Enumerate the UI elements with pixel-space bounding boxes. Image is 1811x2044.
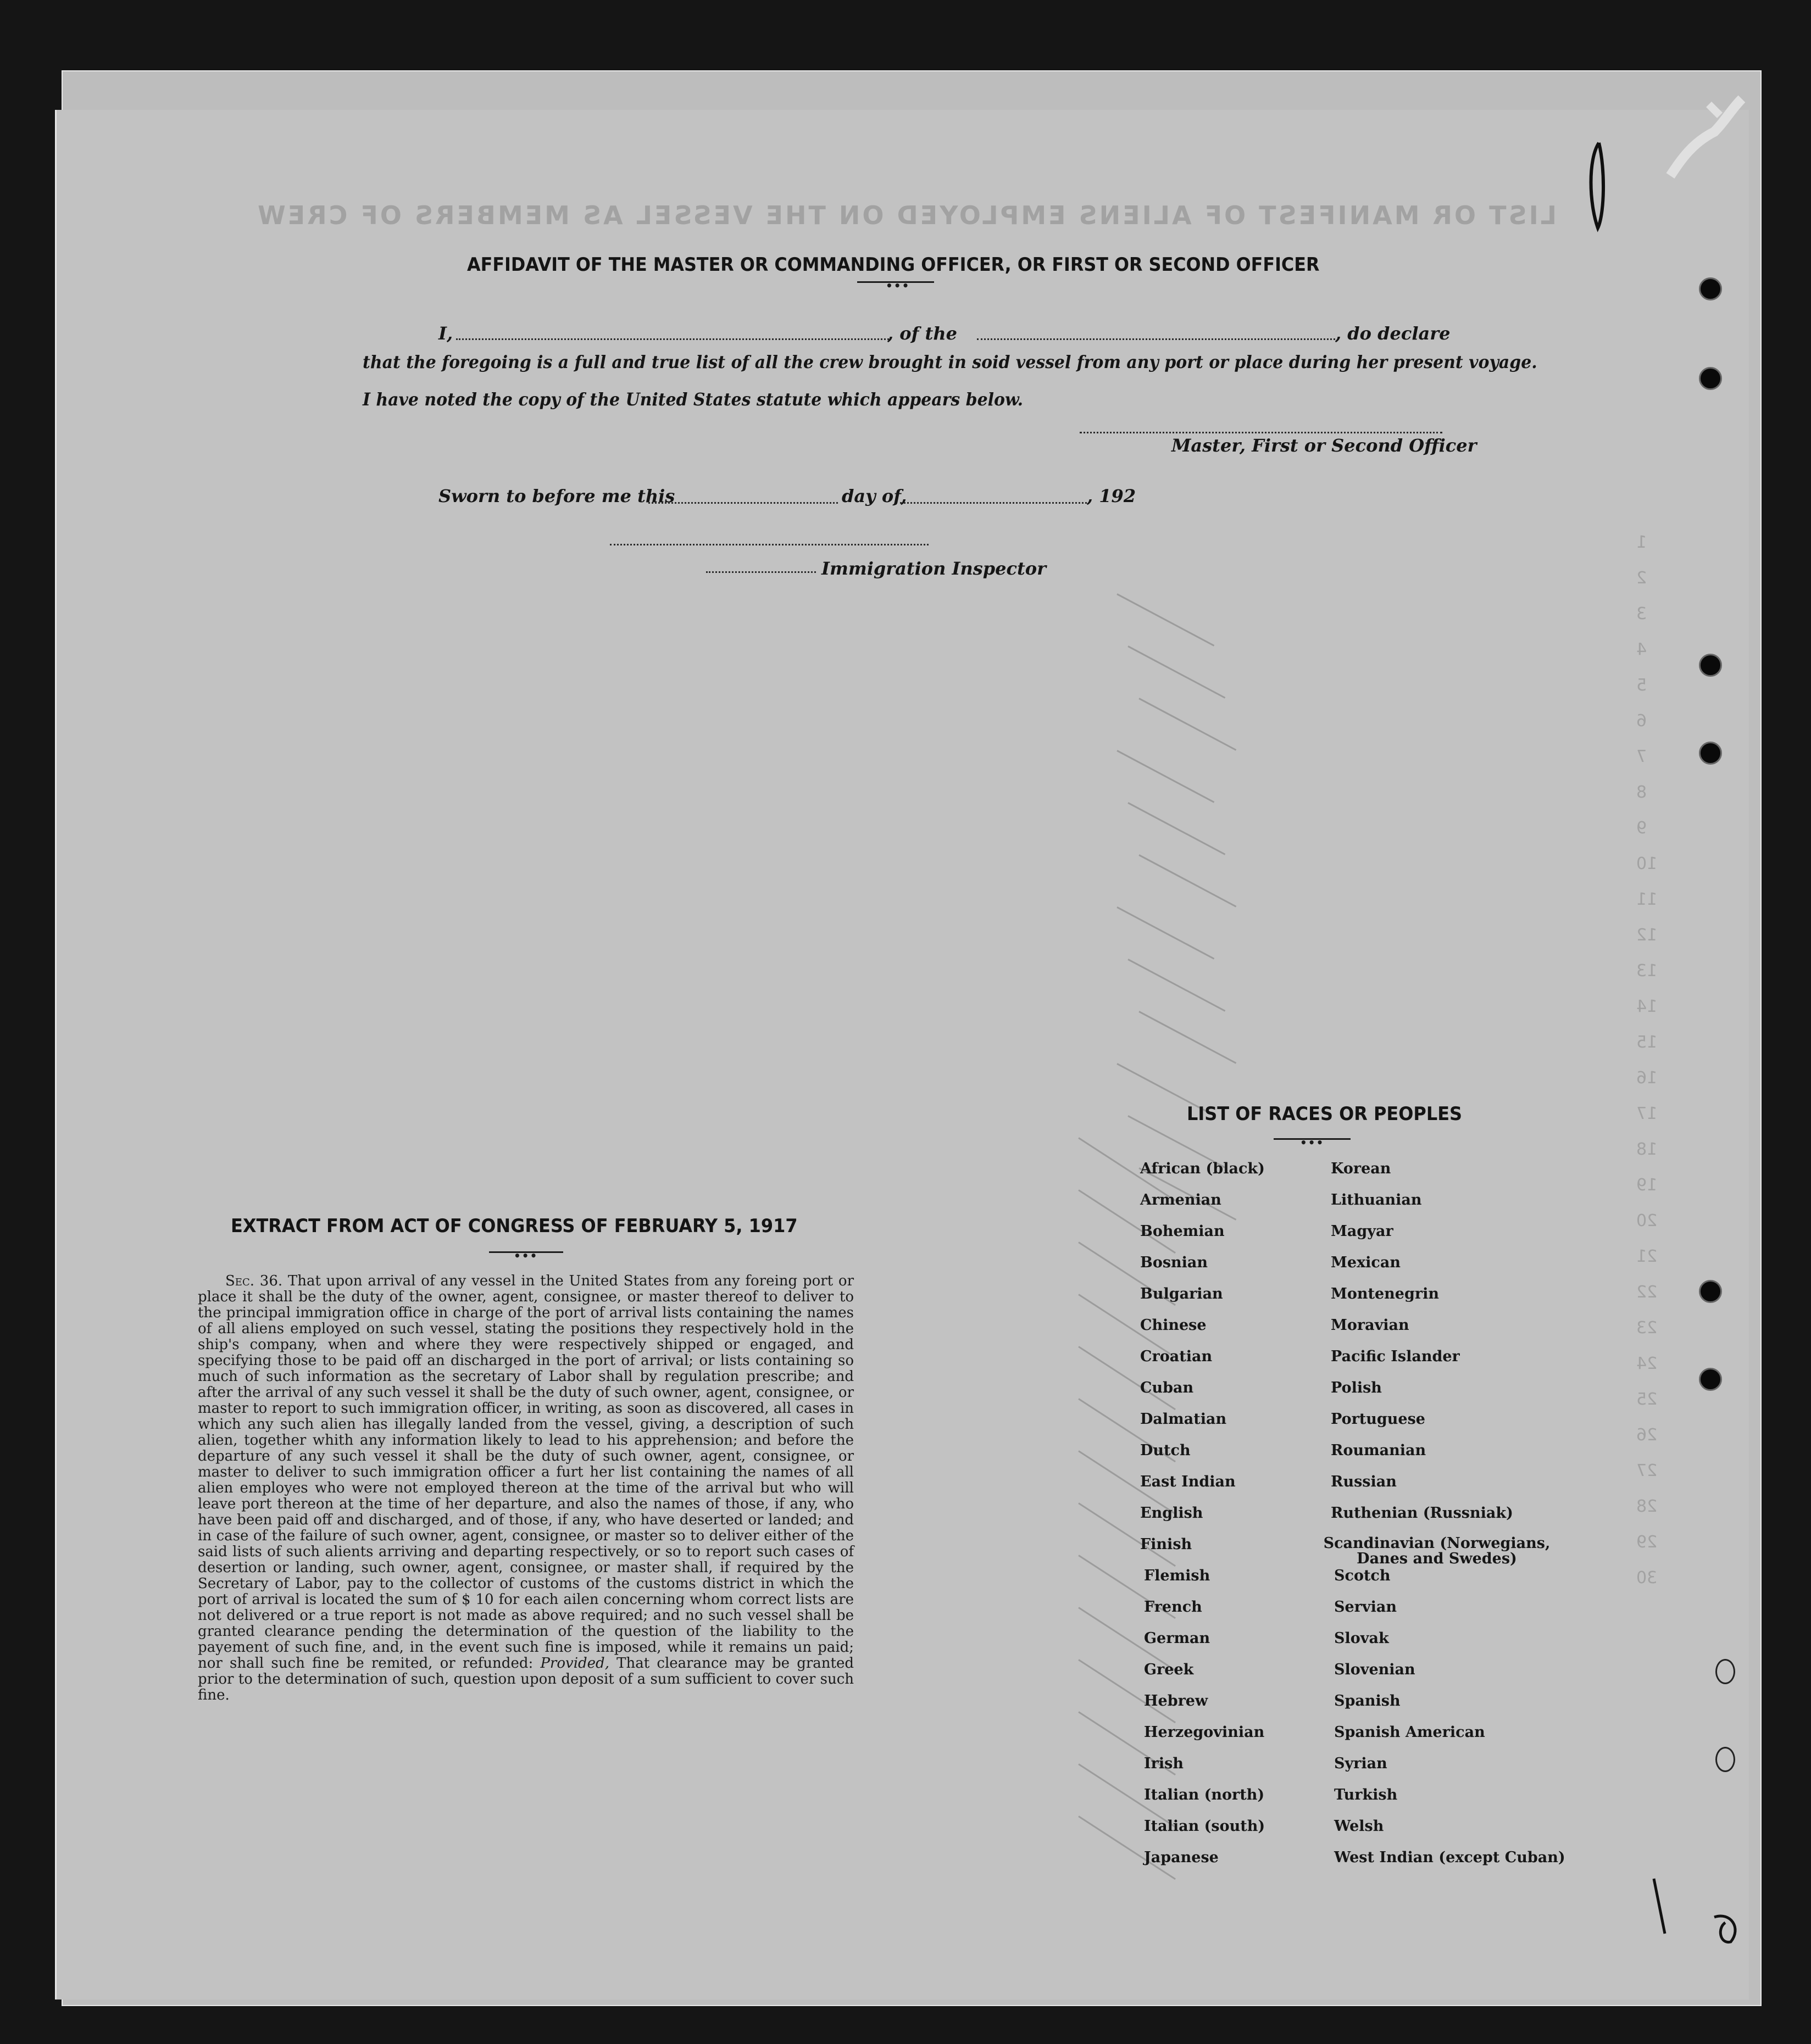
- punch-hole-outline: [1715, 1659, 1735, 1684]
- bleed-through-row-number: 5: [1636, 676, 1647, 695]
- bleed-through-stroke: [1116, 906, 1214, 960]
- races-title-ornament: •••: [1300, 1136, 1325, 1149]
- bleed-through-row-number: 29: [1636, 1533, 1658, 1552]
- sworn-text: Sworn to before me this: [438, 486, 675, 506]
- race-item: Greek: [1144, 1661, 1194, 1678]
- race-item: Welsh: [1334, 1818, 1384, 1835]
- extract-title: EXTRACT FROM ACT OF CONGRESS OF FEBRUARY 5, 1917: [231, 1215, 798, 1237]
- bleed-through-row-number: 6: [1636, 711, 1647, 731]
- affidavit-title-ornament: •••: [886, 279, 910, 292]
- bleed-through-row-number: 24: [1636, 1354, 1658, 1373]
- inspector-signature-blank-2: [706, 571, 816, 573]
- pencil-mark: [1582, 137, 1615, 236]
- race-item: Mexican: [1331, 1254, 1401, 1271]
- declarant-prefix: I,: [438, 323, 453, 344]
- race-item: German: [1144, 1630, 1210, 1647]
- race-item: Finish: [1140, 1536, 1192, 1553]
- sworn-year: , 192: [1087, 486, 1136, 506]
- race-item: Magyar: [1331, 1223, 1393, 1240]
- race-item: Montenegrin: [1331, 1285, 1439, 1302]
- bleed-through-stroke: [1116, 750, 1214, 803]
- bleed-through-stroke: [1116, 593, 1214, 647]
- bleed-through-stroke: [1127, 802, 1225, 855]
- race-item: Syrian: [1334, 1755, 1387, 1772]
- race-item: Dutch: [1140, 1442, 1191, 1459]
- race-item: Italian (south): [1144, 1818, 1265, 1835]
- bleed-through-heading: LIST OR MANIFEST OF ALIENS EMPLOYED ON THE VESSEL AS MEMBERS OF CREW: [255, 200, 1557, 230]
- bleed-through-row-number: 12: [1636, 926, 1658, 945]
- bleed-through-row-number: 13: [1636, 961, 1658, 981]
- race-item: Servian: [1334, 1599, 1397, 1616]
- race-item: Portuguese: [1331, 1411, 1425, 1428]
- race-item: Spanish American: [1334, 1724, 1485, 1741]
- bleed-through-row-number: 14: [1636, 997, 1658, 1016]
- pencil-mark: [1648, 1868, 1753, 1950]
- bleed-through-stroke: [1138, 854, 1236, 907]
- race-item: Japanese: [1144, 1849, 1219, 1866]
- vessel-name-blank: [977, 338, 1335, 340]
- bleed-through-row-number: 18: [1636, 1140, 1658, 1159]
- punch-hole: [1699, 742, 1722, 765]
- provided-label: Provided,: [540, 1655, 609, 1672]
- bleed-through-row-number: 2: [1636, 569, 1647, 588]
- sworn-month-blank: [900, 502, 1087, 504]
- race-item: Irish: [1144, 1755, 1184, 1772]
- punch-hole: [1699, 1280, 1722, 1303]
- race-item: Flemish: [1144, 1567, 1210, 1584]
- race-item: Scandinavian (Norwegians, Danes and Swedes): [1323, 1535, 1551, 1567]
- sworn-day-blank: [648, 502, 838, 504]
- sworn-day-of: day of,: [842, 486, 907, 506]
- declarant-name-blank: [456, 338, 889, 340]
- race-item: English: [1140, 1505, 1203, 1522]
- race-item: Dalmatian: [1140, 1411, 1227, 1428]
- bleed-through-row-number: 16: [1636, 1068, 1658, 1088]
- punch-hole-outline: [1715, 1747, 1735, 1772]
- bleed-through-row-number: 20: [1636, 1211, 1658, 1230]
- bleed-through-row-number: 30: [1636, 1568, 1658, 1588]
- bleed-through-row-number: 22: [1636, 1283, 1658, 1302]
- declaration-text: that the foregoing is a full and true list of all the crew brought in soid vessel from any port or place during her present voyage.: [363, 352, 1537, 372]
- act-section-36: [198, 1273, 854, 1703]
- bleed-through-row-number: 25: [1636, 1390, 1658, 1409]
- race-item: Slovak: [1334, 1630, 1389, 1647]
- race-item: Russian: [1331, 1473, 1397, 1490]
- race-item: Bulgarian: [1140, 1285, 1223, 1302]
- section-body: That upon arrival of any vessel in the United States from any foreing port or place it shall be the duty of the owner, agent, consignee, or master thereof to deliver to the principal immigration office in charge of the port of arrival lists containing the names of all aliens employed on such vessel, stating the positions they respectively hold in the ship's company, when and where they were respectively shipped or engaged, and specifying those to be paid off an discharged in the port of arrival; or lists containing so much of such information as the secretary of Labor shall by regulation prescribe; and after the arrival of any such vessel it shall be the duty of such owner, agent, consignee, or master to report to such immigration officer, in writing, as soon as discovered, all cases in which any such alien has illegally landed from the vessel, giving, a description of such alien, together whith any information likely to lead to his apprehension; and before the departure of any such vessel it shall be the duty of such owner, agent, consignee, or master to deliver to such immigration officer a furt her list containing the names of all alien employes who were not employed thereon at the time of the arrival but who will leave port thereon at the time of her departure, and also the names of those, if any, who have been paid off and discharged, and of those, if any, who have deserted or landed; and in case of the failure of such owner, agent, consignee, or master so to deliver either of the said lists of such alients arriving and departing respectively, or so to report such cases of desertion or landing, such owner, agent, consignee, or master shall, if required by the Secretary of Labor, pay to the collector of customs of the customs district in which the port of arrival is located the sum of $ 10 for each ailen concerning whom correct lists are not delivered or a true report is not made as above required; and no such vessel shall be granted clearance pending the determination of the question of the liability to the payement of such fine, and, in the event such fine is imposed, while it remains un paid; nor shall such fine be remited, or refunded:: [198, 1273, 854, 1672]
- race-item: Polish: [1331, 1379, 1382, 1396]
- race-item: Slovenian: [1334, 1661, 1415, 1678]
- race-item: Chinese: [1140, 1317, 1207, 1334]
- bleed-through-row-number: 27: [1636, 1461, 1658, 1480]
- race-item: Pacific Islander: [1331, 1348, 1460, 1365]
- bleed-through-row-number: 11: [1636, 890, 1658, 909]
- statute-note: I have noted the copy of the United States statute which appears below.: [363, 389, 1024, 410]
- section-label: Sec. 36.: [225, 1273, 283, 1289]
- race-item: Lithuanian: [1331, 1191, 1422, 1208]
- bleed-through-stroke: [1138, 698, 1236, 751]
- punch-hole: [1699, 1368, 1722, 1391]
- bleed-through-row-number: 26: [1636, 1425, 1658, 1445]
- bleed-through-stroke: [1127, 645, 1225, 699]
- inspector-label: Immigration Inspector: [821, 558, 1046, 579]
- race-item: West Indian (except Cuban): [1334, 1849, 1565, 1866]
- declarant-do-declare: , do declare: [1335, 323, 1451, 344]
- pencil-mark: [1659, 93, 1747, 181]
- bleed-through-stroke: [1138, 1011, 1236, 1064]
- race-item: Ruthenian (Russniak): [1331, 1505, 1513, 1522]
- race-item: Italian (north): [1144, 1786, 1265, 1803]
- punch-hole: [1699, 367, 1722, 390]
- bleed-through-row-number: 28: [1636, 1497, 1658, 1516]
- race-item: Turkish: [1334, 1786, 1398, 1803]
- race-item: East Indian: [1140, 1473, 1236, 1490]
- extract-title-ornament: •••: [514, 1249, 538, 1262]
- race-item: Bosnian: [1140, 1254, 1208, 1271]
- punch-hole: [1699, 654, 1722, 677]
- affidavit-title: AFFIDAVIT OF THE MASTER OR COMMANDING OFFICER, OR FIRST OR SECOND OFFICER: [467, 254, 1320, 276]
- race-item: French: [1144, 1599, 1202, 1616]
- inspector-signature-blank: [610, 544, 929, 545]
- signature-blank: [1080, 432, 1442, 433]
- race-item: Scotch: [1334, 1567, 1391, 1584]
- punch-hole: [1699, 277, 1722, 300]
- race-item: Cuban: [1140, 1379, 1194, 1396]
- race-item: Bohemian: [1140, 1223, 1225, 1240]
- race-item: African (black): [1140, 1160, 1265, 1177]
- bleed-through-row-number: 21: [1636, 1247, 1658, 1266]
- bleed-through-stroke: [1127, 959, 1225, 1012]
- bleed-through-row-number: 17: [1636, 1104, 1658, 1123]
- section-body-end: That clearance may be granted prior to the determination of such, question upon deposit of a sum sufficient to cover such fine.: [198, 1655, 854, 1703]
- race-item: Croatian: [1140, 1348, 1213, 1365]
- bleed-through-row-number: 3: [1636, 604, 1647, 623]
- race-item: Moravian: [1331, 1317, 1409, 1334]
- bleed-through-row-number: 4: [1636, 640, 1647, 659]
- race-item: Korean: [1331, 1160, 1391, 1177]
- race-item: Herzegovinian: [1144, 1724, 1265, 1741]
- bleed-through-row-number: 23: [1636, 1318, 1658, 1338]
- race-item: Spanish: [1334, 1692, 1401, 1709]
- bleed-through-row-number: 8: [1636, 783, 1647, 802]
- bleed-through-row-number: 1: [1636, 533, 1647, 552]
- bleed-through-row-number: 9: [1636, 818, 1647, 838]
- race-item: Roumanian: [1331, 1442, 1426, 1459]
- race-item: Armenian: [1140, 1191, 1221, 1208]
- bleed-through-row-number: 10: [1636, 854, 1658, 873]
- race-item: Hebrew: [1144, 1692, 1208, 1709]
- declarant-of-the: , of the: [887, 323, 957, 344]
- bleed-through-row-number: 15: [1636, 1033, 1658, 1052]
- bleed-through-row-number: 7: [1636, 747, 1647, 766]
- races-title: LIST OF RACES OR PEOPLES: [1187, 1103, 1463, 1125]
- bleed-through-row-number: 19: [1636, 1176, 1658, 1195]
- signature-label: Master, First or Second Officer: [1171, 435, 1477, 456]
